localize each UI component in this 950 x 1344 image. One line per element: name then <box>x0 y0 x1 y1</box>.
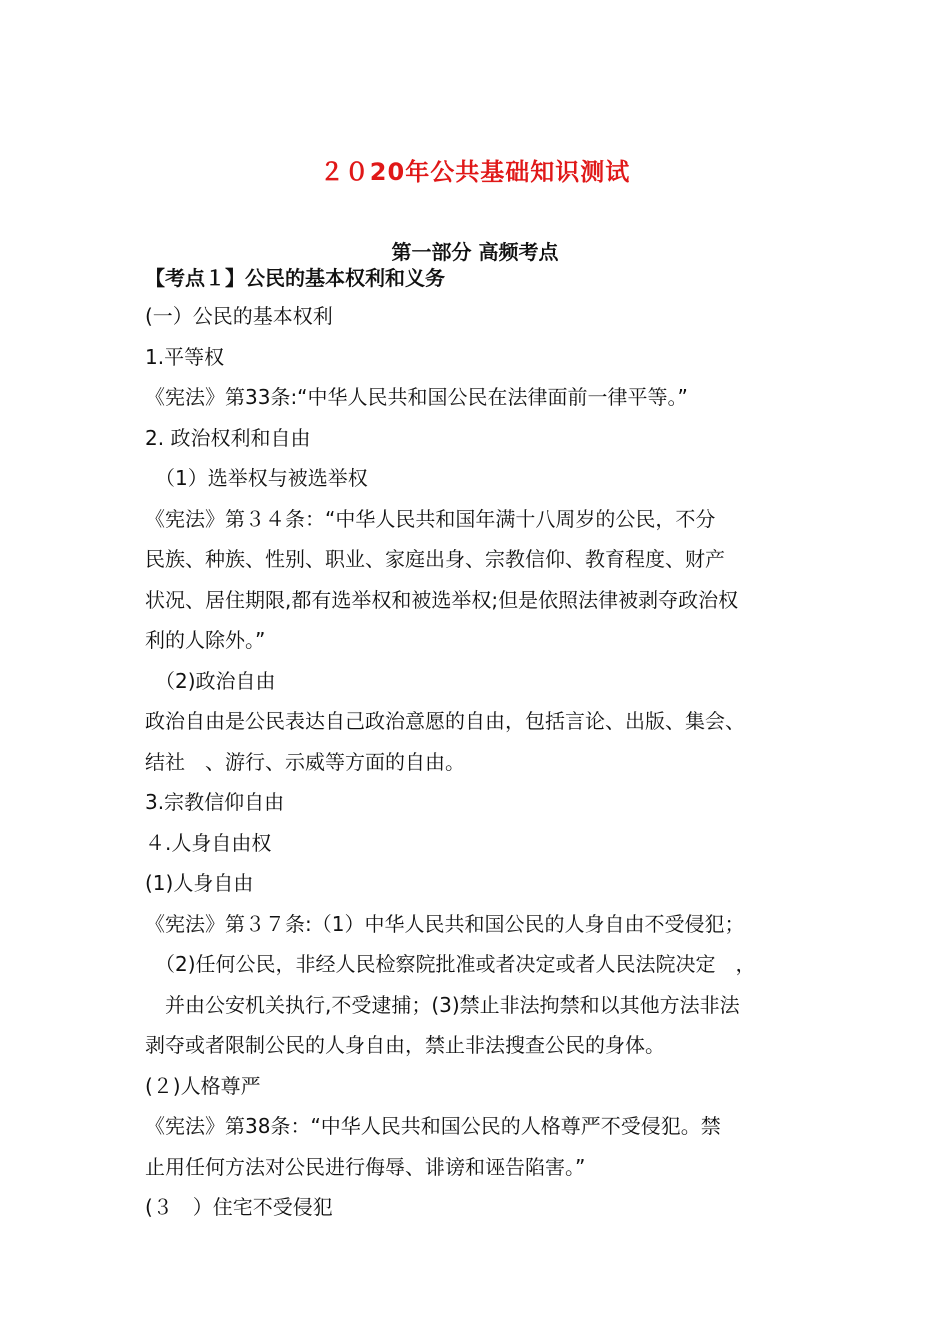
body-line: 1.平等权 <box>145 344 225 369</box>
body-line: 结社 、游行、示威等方面的自由。 <box>145 749 465 774</box>
body-line: (２)人格尊严 <box>145 1073 261 1098</box>
body-line: 并由公安机关执行,不受逮捕；(3)禁止非法拘禁和以其他方法非法 <box>145 992 740 1017</box>
body-line: (一）公民的基本权利 <box>145 304 333 328</box>
body-line: 止用任何方法对公民进行侮辱、诽谤和诬告陷害。” <box>145 1154 586 1179</box>
body-line: 《宪法》第33条:“中华人民共和国公民在法律面前一律平等。” <box>145 385 688 409</box>
section-heading: 【考点１】公民的基本权利和义务 <box>145 266 445 290</box>
body-line: 《宪法》第３７条:（1）中华人民共和国公民的人身自由不受侵犯； <box>145 911 745 936</box>
body-line: (1)人身自由 <box>145 871 254 895</box>
body-line: 剥夺或者限制公民的人身自由，禁止非法搜查公民的身体。 <box>145 1033 665 1057</box>
body-line: 3.宗教信仰自由 <box>145 790 285 814</box>
body-line: 利的人除外。” <box>145 628 266 652</box>
body-line: 《宪法》第38条：“中华人民共和国公民的人格尊严不受侵犯。禁 <box>145 1114 721 1138</box>
body-line: （2)政治自由 <box>155 668 276 693</box>
body-line: 状况、居住期限,都有选举权和被选举权;但是依照法律被剥夺政治权 <box>145 587 739 612</box>
body-line: ４.人身自由权 <box>145 830 272 855</box>
body-line: 政治自由是公民表达自己政治意愿的自由，包括言论、出版、集会、 <box>145 709 745 733</box>
body-line: （2)任何公民，非经人民检察院批准或者决定或者人民法院决定 ， <box>155 952 756 976</box>
document-body <box>145 296 835 1228</box>
body-line: (３ ）住宅不受侵犯 <box>145 1195 333 1219</box>
body-line: （1）选举权与被选举权 <box>155 466 368 490</box>
body-line: 2. 政治权利和自由 <box>145 425 311 450</box>
body-line: 《宪法》第３４条：“中华人民共和国年满十八周岁的公民，不分 <box>145 506 716 531</box>
body-line: 民族、种族、性别、职业、家庭出身、宗教信仰、教育程度、财产 <box>145 547 725 571</box>
document-title: ２０20年公共基础知识测试 <box>319 158 631 186</box>
part-heading: 第一部分 高频考点 <box>391 240 559 264</box>
